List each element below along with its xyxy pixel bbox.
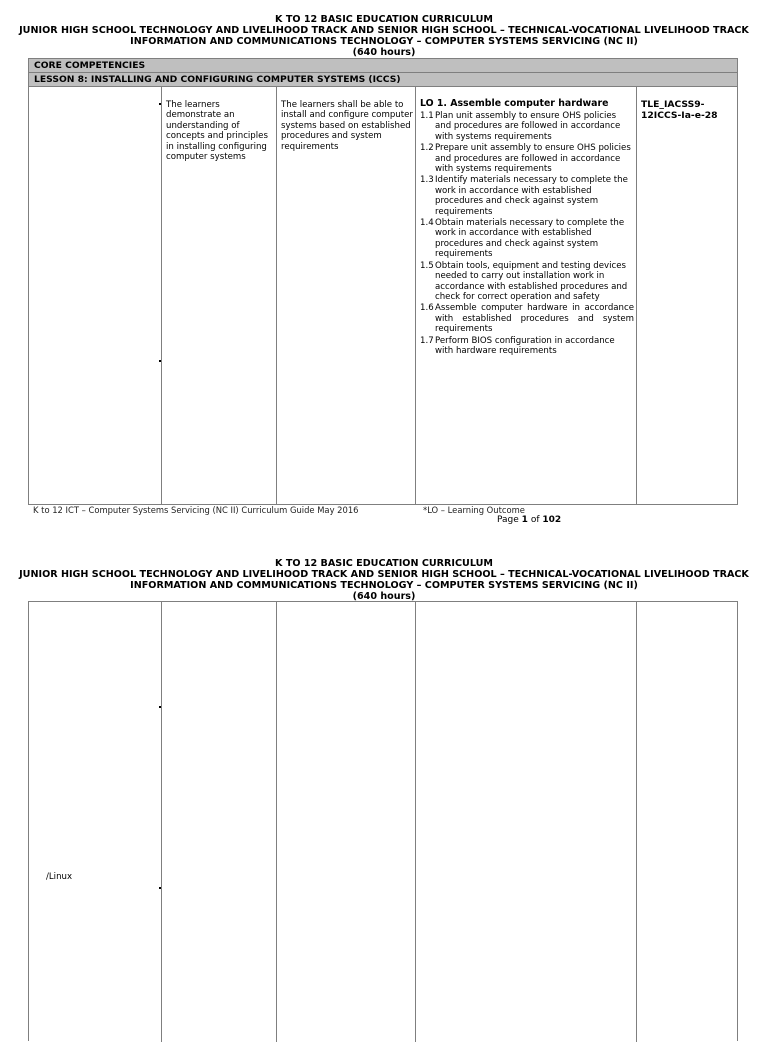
course-title: INFORMATION AND COMMUNICATIONS TECHNOLOGY – COMPUTER SYSTEMS SERVICING (NC II) xyxy=(130,36,638,47)
curriculum-title: K TO 12 BASIC EDUCATION CURRICULUM xyxy=(275,14,493,25)
list-item xyxy=(420,111,634,142)
column-divider xyxy=(415,87,416,504)
bullet-mark xyxy=(159,360,161,362)
list-item xyxy=(420,143,634,174)
column-divider xyxy=(161,602,162,1042)
item-text: Prepare unit assembly to ensure OHS policies and procedures are followed in accordance with systems requirements xyxy=(435,143,631,175)
list-item xyxy=(420,303,634,334)
page-current: 1 xyxy=(521,515,528,525)
list-item xyxy=(420,261,634,303)
footer-lo-note: *LO – Learning Outcome xyxy=(423,505,525,515)
curriculum-title: K TO 12 BASIC EDUCATION CURRICULUM xyxy=(275,558,493,569)
item-text: Obtain tools, equipment and testing devices needed to carry out installation work in accordance with established procedures and check for correct operation and safety xyxy=(435,260,628,302)
page1-header xyxy=(0,14,768,58)
item-number: 1.4 xyxy=(420,218,434,229)
item-number: 1.3 xyxy=(420,175,434,186)
bullet-mark xyxy=(159,706,161,708)
list-item xyxy=(420,175,634,217)
competency-code: TLE_IACSS9-12ICCS-Ia-e-28 xyxy=(641,99,718,121)
page-total: 102 xyxy=(542,515,562,525)
bullet-mark xyxy=(159,103,161,105)
column-divider xyxy=(636,87,637,504)
course-hours: (640 hours) xyxy=(352,47,416,58)
performance-standard: The learners shall be able to install and configure computer systems based on established procedures and system requirements xyxy=(281,100,413,152)
item-number: 1.2 xyxy=(420,143,434,154)
column-divider xyxy=(276,602,277,1042)
course-title: INFORMATION AND COMMUNICATIONS TECHNOLOGY – COMPUTER SYSTEMS SERVICING (NC II) xyxy=(130,580,638,591)
item-number: 1.7 xyxy=(420,335,434,346)
column-divider xyxy=(161,87,162,504)
page-label: Page xyxy=(497,515,519,525)
content-standard: The learners demonstrate an understanding of concepts and principles in installing configuring computer systems xyxy=(166,100,268,163)
learning-outcome-title: LO 1. Assemble computer hardware xyxy=(420,98,609,109)
curriculum-table-page1 xyxy=(28,58,738,505)
item-number: 1.1 xyxy=(420,111,434,121)
item-text: Plan unit assembly to ensure OHS policies and procedures are followed in accordance with systems requirements xyxy=(435,111,621,142)
learning-competencies xyxy=(420,98,634,356)
item-text: Identify materials necessary to complete the work in accordance with established procedures and check against system requirements xyxy=(435,175,628,217)
item-text: Assemble computer hardware in accordance with established procedures and system requirements xyxy=(435,303,634,335)
unit-text: /Linux xyxy=(46,872,73,882)
core-competencies-band: CORE COMPETENCIES xyxy=(29,59,737,73)
item-number: 1.6 xyxy=(420,303,434,314)
footer-guide-title: K to 12 ICT – Computer Systems Servicing (NC II) Curriculum Guide May 2016 xyxy=(33,505,359,515)
item-text: Perform BIOS configuration in accordance with hardware requirements xyxy=(435,335,615,356)
list-item xyxy=(420,218,634,260)
page-of: of xyxy=(530,515,540,525)
column-divider xyxy=(415,602,416,1042)
track-title: JUNIOR HIGH SCHOOL TECHNOLOGY AND LIVELIHOOD TRACK AND SENIOR HIGH SCHOOL – TECHNICAL-VOCATIONAL LIVELIHOOD TRACK xyxy=(19,569,749,580)
track-title: JUNIOR HIGH SCHOOL TECHNOLOGY AND LIVELIHOOD TRACK AND SENIOR HIGH SCHOOL – TECHNICAL-VOCATIONAL LIVELIHOOD TRACK xyxy=(19,25,749,36)
curriculum-table-page2 xyxy=(28,601,738,1041)
column-divider xyxy=(276,87,277,504)
page2-header xyxy=(0,558,768,602)
lesson-band: LESSON 8: INSTALLING AND CONFIGURING COMPUTER SYSTEMS (ICCS) xyxy=(29,73,737,87)
list-item xyxy=(420,336,634,357)
course-hours: (640 hours) xyxy=(352,591,416,602)
item-text: Obtain materials necessary to complete the work in accordance with established procedures and check against system requirements xyxy=(435,218,625,260)
column-divider xyxy=(636,602,637,1042)
item-number: 1.5 xyxy=(420,260,434,271)
page-number xyxy=(497,515,561,526)
bullet-mark xyxy=(159,887,161,889)
